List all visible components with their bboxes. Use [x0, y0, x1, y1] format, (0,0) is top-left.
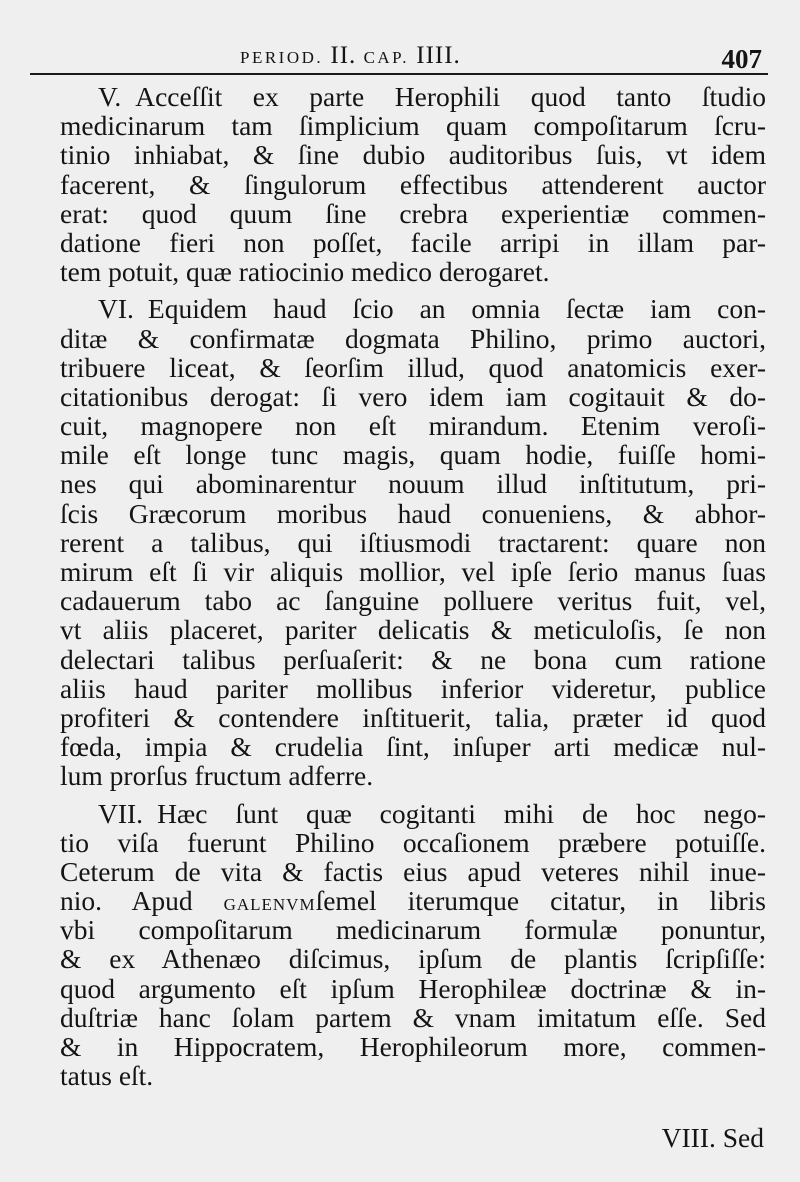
text-line	[60, 799, 766, 828]
text-line: delectari talibus perſuaſerit: & ne bona cum ratione	[60, 643, 766, 675]
running-head-cap: CAP.	[363, 48, 409, 67]
section-7	[60, 799, 766, 1091]
text-line: aliis haud pariter mollibus inferior videretur, publice	[60, 672, 766, 704]
text-line: rerent a talibus, qui iſtiusmodi tractarent: quare non	[60, 526, 766, 558]
line-text: ſemel iterumque citatur, in libris	[315, 885, 767, 917]
galenus-smallcaps: GALENVM	[223, 895, 316, 915]
text-line: tem potuit, quæ ratiocinio medico derogaret.	[60, 256, 550, 288]
text-line: ditæ & confirmatæ dogmata Philino, primo auctori,	[60, 322, 766, 354]
text-line	[60, 886, 766, 915]
running-head	[240, 42, 461, 70]
text-line: duſtriæ hanc ſolam partem & vnam imitatum eſſe. Sed	[60, 1001, 766, 1033]
text-line: vt aliis placeret, pariter delicatis & meticuloſis, ſe non	[60, 614, 766, 646]
text-line: & in Hippocratem, Herophileorum more, commen-	[60, 1031, 766, 1062]
text-line: & ex Athenæo diſcimus, ipſum de plantis ſcripſiſſe:	[60, 943, 766, 975]
line-text: Equidem haud ſcio an omnia ſectæ iam con-	[147, 293, 766, 325]
text-line: quod argumento eſt ipſum Herophileæ doctrinæ & in-	[60, 972, 766, 1004]
page-header	[30, 34, 768, 74]
text-line: vbi compoſitarum medicinarum formulæ ponuntur,	[60, 914, 766, 946]
text-line: cadauerum tabo ac ſanguine polluere veritus fuit, vel,	[60, 585, 766, 617]
running-head-cap-number: IIII.	[416, 42, 461, 69]
text-line: tribuere liceat, & ſeorſim illud, quod anatomicis exer-	[60, 351, 766, 383]
text-line: citationibus derogat: ſi vero idem iam cogitauit & do-	[60, 380, 766, 412]
section-number: VII.	[98, 797, 144, 829]
line-text: Acceſſit ex parte Herophili quod tanto ſtudio	[135, 81, 766, 112]
text-line: datione fieri non poſſet, facile arripi in illam par-	[60, 226, 766, 258]
section-5	[60, 82, 766, 286]
text-line: profiteri & contendere inſtituerit, talia, præter id quod	[60, 701, 766, 733]
text-line: nes qui abominarentur nouum illud inſtitutum, pri-	[60, 468, 766, 500]
text-line	[60, 294, 766, 323]
page-number: 407	[721, 44, 762, 74]
text-line: tinio inhiabat, & ſine dubio auditoribus ſuis, vt idem	[60, 139, 766, 171]
text-line: mirum eſt ſi vir aliquis mollior, vel ipſe ſerio manus ſuas	[60, 556, 766, 587]
line-text: nio. Apud	[60, 885, 193, 917]
text-line: cuit, magnopere non eſt mirandum. Etenim veroſi-	[60, 410, 766, 442]
text-line: medicinarum tam ſimplicium quam compoſitarum ſcru-	[60, 110, 766, 142]
text-line: Ceterum de vita & factis eius apud veteres nihil inue-	[60, 855, 766, 887]
section-6	[60, 294, 766, 790]
text-line: erat: quod quum ſine crebra experientiæ commen-	[60, 197, 766, 229]
text-line	[60, 82, 766, 111]
text-line: lum prorſus fructum adferre.	[60, 760, 374, 792]
section-number: V.	[98, 81, 122, 112]
header-rule	[30, 73, 768, 75]
text-line: facerent, & ſingulorum effectibus attenderent auctor	[60, 168, 766, 200]
text-line: mile eſt longe tunc magis, quam hodie, fuiſſe homi-	[60, 439, 766, 471]
text-line: ſcis Græcorum moribus haud conueniens, & abhor-	[60, 497, 766, 529]
main-text	[60, 82, 766, 1098]
running-head-period: PERIOD.	[240, 48, 324, 67]
text-line: tio viſa fuerunt Philino occaſionem præbere potuiſſe.	[60, 826, 766, 858]
line-text: Hæc ſunt quæ cogitanti mihi de hoc nego-	[157, 797, 766, 829]
text-line: fœda, impia & crudelia ſint, inſuper arti medicæ nul-	[60, 731, 766, 763]
catchword: VIII. Sed	[661, 1122, 764, 1153]
section-number: VI.	[98, 293, 134, 325]
text-line: tatus eſt.	[60, 1060, 154, 1092]
running-head-period-number: II.	[330, 42, 357, 69]
